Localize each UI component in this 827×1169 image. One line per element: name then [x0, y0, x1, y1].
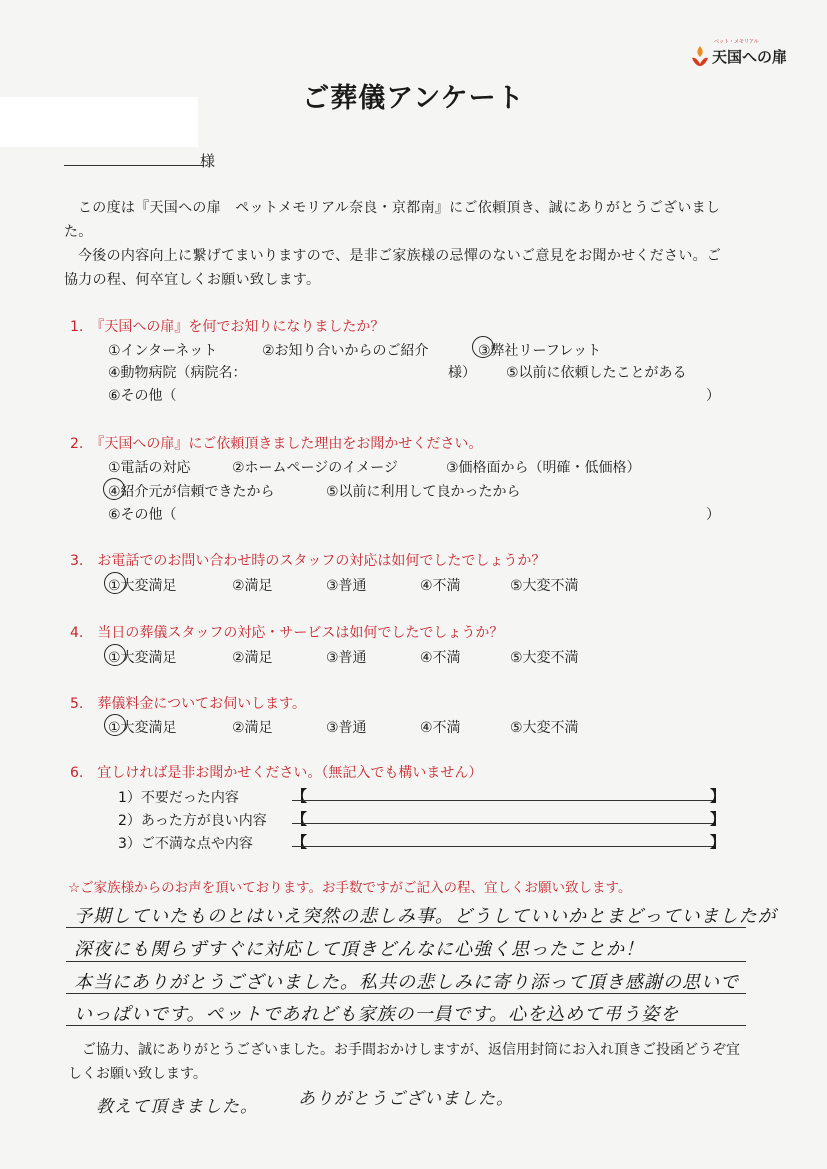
handwriting-signoff-right: ありがとうございました。 — [298, 1089, 514, 1109]
q1-option-3-circle-mark — [472, 336, 494, 358]
writing-rule-1 — [66, 927, 746, 928]
q3-option-1[interactable]: ①大変満足 — [108, 578, 177, 594]
q1-option-6[interactable]: ⑥その他（ — [108, 388, 177, 404]
question-4: 4. 当日の葬儀スタッフの対応・サービスは如何でしたでしょうか？ — [70, 625, 504, 641]
q3-option-5[interactable]: ⑤大変不満 — [510, 578, 579, 594]
q1-option-4-suffix: 様） — [448, 365, 476, 381]
question-6: 6. 宜しければ是非お聞かせください。（無記入でも構いません） — [70, 765, 483, 781]
handwriting-line-1: 予期していたものとはいえ突然の悲しみ事。どうしていいかとまどっていましたが — [74, 906, 777, 927]
q1-option-5[interactable]: ⑤以前に依頼したことがある — [506, 365, 687, 381]
logo-name: 天国への扉 — [712, 47, 788, 66]
q4-option-1-circle-mark — [104, 644, 126, 666]
q5-option-5[interactable]: ⑤大変不満 — [510, 720, 579, 736]
addressee-field-line — [64, 165, 204, 166]
q6-field-3-label: 3）ご不満な点や内容 — [118, 836, 253, 852]
q5-option-3[interactable]: ③普通 — [326, 720, 367, 736]
q2-option-4-circle-mark — [103, 478, 125, 500]
writing-rule-3 — [66, 993, 746, 994]
handwriting-line-3: 本当にありがとうございました。私共の悲しみに寄り添って頂き感謝の思いで — [74, 972, 739, 993]
q2-option-3[interactable]: ③価格面から（明確・低価格） — [446, 460, 641, 476]
q6-field-3-bracket-right: 】 — [710, 833, 726, 851]
q1-option-6-close: ） — [706, 388, 720, 404]
q6-field-1-bracket-right: 】 — [710, 787, 726, 805]
q6-field-1-label: 1）不要だった内容 — [118, 790, 239, 806]
q3-option-3[interactable]: ③普通 — [326, 578, 367, 594]
logo-subtext: ペット・メモリアル — [714, 39, 759, 45]
q2-option-4[interactable]: ④紹介元が信頼できたから — [108, 484, 275, 500]
q5-option-2[interactable]: ②満足 — [232, 720, 273, 736]
q4-option-4[interactable]: ④不満 — [420, 650, 461, 666]
q6-field-1-bracket-left: 【 — [292, 787, 308, 805]
q5-option-1[interactable]: ①大変満足 — [108, 720, 177, 736]
question-2: 2. 『天国への扉』にご依頼頂きました理由をお聞かせください。 — [70, 436, 483, 452]
handwriting-line-2: 深夜にも関らずすぐに対応して頂きどんなに心強く思ったことか！ — [74, 939, 644, 960]
q6-field-2-label: 2）あった方が良い内容 — [118, 813, 267, 829]
q1-option-4[interactable]: ④動物病院（病院名： — [108, 365, 247, 381]
q2-option-6-close: ） — [706, 507, 720, 523]
addressee-suffix: 様 — [200, 152, 216, 170]
q2-option-2[interactable]: ②ホームページのイメージ — [232, 460, 398, 476]
q4-option-3[interactable]: ③普通 — [326, 650, 367, 666]
writing-rule-4 — [66, 1025, 746, 1026]
q1-option-1[interactable]: ①インターネット — [108, 343, 218, 359]
q2-option-1[interactable]: ①電話の対応 — [108, 460, 191, 476]
q6-field-2-bracket-right: 】 — [710, 810, 726, 828]
q5-option-1-circle-mark — [104, 714, 126, 736]
family-voice-heading: ☆ご家族様からのお声を頂いております。お手数ですがご記入の程、宜しくお願い致します。 — [68, 880, 632, 896]
q4-option-1[interactable]: ①大変満足 — [108, 650, 177, 666]
q6-field-3-bracket-left: 【 — [292, 833, 308, 851]
hand-flame-logo-icon — [690, 44, 710, 68]
q4-option-5[interactable]: ⑤大変不満 — [510, 650, 579, 666]
q6-field-2-bracket-left: 【 — [292, 810, 308, 828]
q6-field-3-input[interactable] — [292, 834, 716, 847]
q6-field-1-input[interactable] — [292, 788, 716, 801]
question-1: 1. 『天国への扉』を何でお知りになりましたか？ — [70, 319, 385, 335]
q3-option-2[interactable]: ②満足 — [232, 578, 273, 594]
q5-option-4[interactable]: ④不満 — [420, 720, 461, 736]
intro-text — [64, 196, 724, 292]
q1-option-3[interactable]: ③弊社リーフレット — [478, 343, 602, 359]
handwriting-line-4: いっぱいです。ペットであれども家族の一員です。心を込めて弔う姿を — [74, 1004, 680, 1025]
q2-option-6[interactable]: ⑥その他（ — [108, 507, 177, 523]
q3-option-4[interactable]: ④不満 — [420, 578, 461, 594]
writing-rule-2 — [66, 961, 746, 962]
question-5: 5. 葬儀料金についてお伺いします。 — [70, 696, 306, 712]
question-3: 3. お電話でのお問い合わせ時のスタッフの対応は如何でしたでしょうか？ — [70, 553, 546, 569]
handwriting-signoff-left: 教えて頂きました。 — [96, 1097, 258, 1117]
q2-option-5[interactable]: ⑤以前に利用して良かったから — [326, 484, 521, 500]
q3-option-1-circle-mark — [104, 572, 126, 594]
q4-option-2[interactable]: ②満足 — [232, 650, 273, 666]
closing-text — [68, 1038, 748, 1086]
q6-field-2-input[interactable] — [292, 811, 716, 824]
intro-paragraph-2: 今後の内容向上に繋げてまいりますので、是非ご家族様の忌憚のないご意見をお聞かせください。ご協力の程、何卒宜しくお願い致します。 — [64, 248, 722, 288]
document-title: ご葬儀アンケート — [302, 83, 525, 114]
closing-paragraph: ご協力、誠にありがとうございました。お手間おかけしますが、返信用封筒にお入れ頂きご投函どうぞ宜しくお願い致します。 — [68, 1042, 740, 1082]
q1-option-2[interactable]: ②お知り合いからのご紹介 — [262, 343, 429, 359]
company-logo — [690, 39, 788, 68]
intro-paragraph-1: この度は『天国への扉 ペットメモリアル奈良・京都南』にご依頼頂き、誠にありがとうございました。 — [64, 200, 721, 240]
